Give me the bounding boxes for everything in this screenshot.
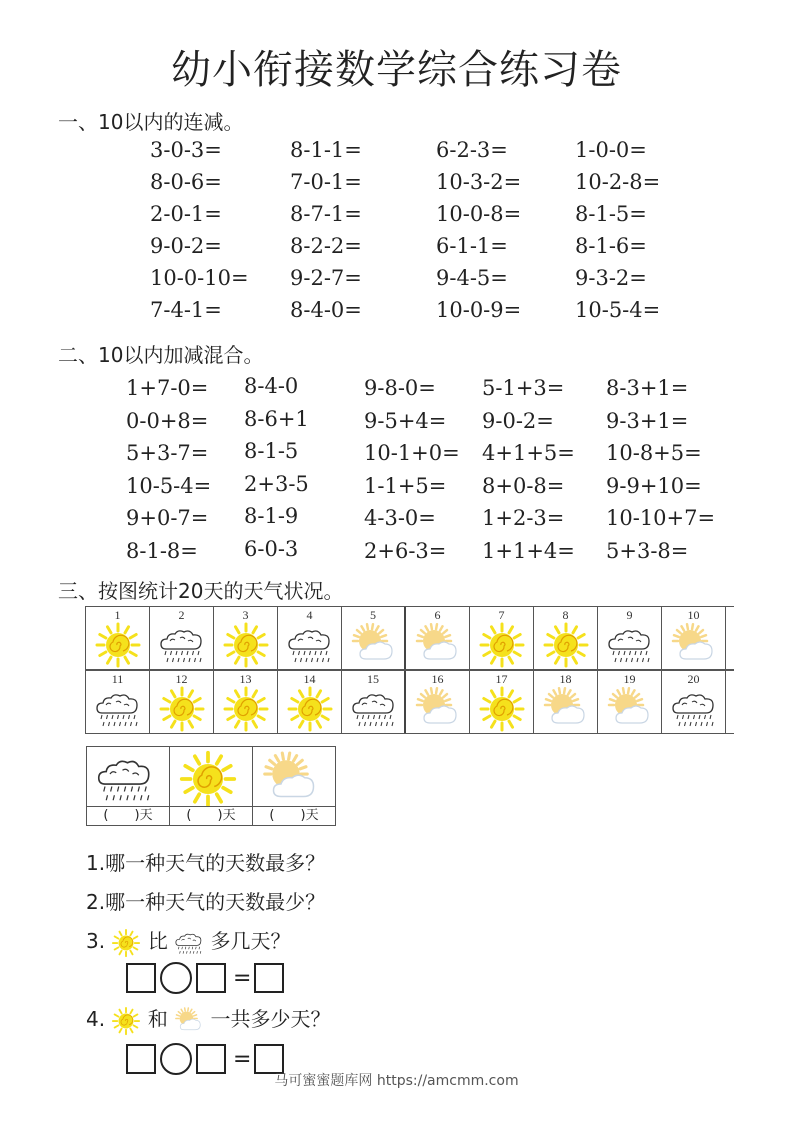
legend-cell <box>87 747 170 825</box>
mixed-problem: 9-5+4= <box>364 408 447 433</box>
mixed-problem: 1-1+5= <box>364 473 447 498</box>
subtraction-problem: 3-0-3= <box>150 138 222 162</box>
day-number: 6 <box>434 608 441 622</box>
weather-day-cell <box>470 671 534 733</box>
day-number: 7 <box>498 608 505 622</box>
weather-day-cell <box>86 671 150 733</box>
weather-day-cell <box>662 607 726 669</box>
weather-day-cell <box>214 671 278 733</box>
mixed-problem: 9-9+10= <box>606 473 702 498</box>
mixed-problem: 10-1+0= <box>364 441 460 465</box>
weather-day-cell <box>406 671 470 733</box>
section1-heading: 一、10以内的连减。 <box>58 110 244 134</box>
mixed-problem: 9+0-7= <box>126 506 209 530</box>
mixed-problem: 2+6-3= <box>364 538 447 563</box>
weather-day-cell <box>534 671 598 733</box>
day-number: 17 <box>495 672 508 686</box>
result-box[interactable] <box>254 963 284 993</box>
subtraction-problem: 7-4-1= <box>150 298 222 322</box>
legend-count-blank[interactable]: ( )天 <box>170 806 252 825</box>
weather-day-cell <box>150 607 214 669</box>
weather-day-cell <box>406 607 470 669</box>
subtraction-problem: 1-0-0= <box>575 138 647 162</box>
subtraction-problem: 9-0-2= <box>150 234 222 258</box>
mixed-problem: 5+3-7= <box>126 441 209 465</box>
weather-legend <box>86 746 336 826</box>
day-number: 14 <box>303 672 316 686</box>
subtraction-problem: 8-7-1= <box>290 202 362 226</box>
day-number: 15 <box>367 672 379 686</box>
question-4-number: 4. <box>86 1007 106 1031</box>
equals-sign: = <box>233 965 252 991</box>
mixed-problem: 2+3-5 <box>244 471 309 496</box>
day-number: 3 <box>242 608 249 622</box>
operator-circle[interactable] <box>160 962 192 994</box>
weather-grid-row-1 <box>85 606 734 670</box>
day-number: 9 <box>626 608 633 622</box>
mixed-problem: 5+3-8= <box>606 538 689 563</box>
weather-day-cell <box>278 607 342 669</box>
rain-cloud-icon <box>174 929 204 953</box>
weather-day-cell <box>534 607 598 669</box>
mixed-problem: 8-1-9 <box>244 504 299 528</box>
subtraction-problem: 10-0-10= <box>150 266 249 290</box>
subtraction-problem: 10-0-9= <box>436 298 522 322</box>
watermark: 马可蜜蜜题库网 https://amcmm.com <box>274 1073 519 1089</box>
day-number: 11 <box>111 672 124 686</box>
subtraction-problem: 8-0-6= <box>150 170 222 194</box>
question-4-text: 一共多少天？ <box>210 1007 331 1031</box>
equals-sign: = <box>233 1046 252 1072</box>
question-3 <box>86 925 291 958</box>
weather-day-cell <box>598 671 662 733</box>
mixed-problem: 6-0-3 <box>244 536 299 561</box>
subtraction-problem: 8-1-5= <box>575 202 647 226</box>
sun-icon <box>111 929 141 953</box>
weather-day-cell <box>214 607 278 669</box>
question-4-and: 和 <box>147 1007 168 1031</box>
legend-count-blank[interactable]: ( )天 <box>87 806 169 825</box>
day-number: 5 <box>370 608 376 622</box>
day-number: 2 <box>178 608 185 622</box>
day-number: 18 <box>559 672 572 686</box>
subtraction-problem: 9-2-7= <box>290 266 362 290</box>
day-number: 10 <box>687 608 700 622</box>
mixed-problem: 4-3-0= <box>364 506 436 530</box>
day-number: 4 <box>306 608 313 622</box>
weather-day-cell <box>150 671 214 733</box>
mixed-problem: 8-3+1= <box>606 376 689 400</box>
mixed-problem: 10-8+5= <box>606 441 702 465</box>
day-number: 16 <box>431 672 444 686</box>
weather-day-cell <box>278 671 342 733</box>
mixed-problem: 8-1-8= <box>126 538 198 563</box>
question-3-text: 多几天？ <box>210 929 291 953</box>
day-number: 8 <box>562 608 569 622</box>
mixed-problem: 5-1+3= <box>482 376 565 400</box>
subtraction-problem: 6-2-3= <box>436 138 508 162</box>
weather-day-cell <box>662 671 726 733</box>
weather-day-cell <box>342 671 406 733</box>
day-number: 13 <box>239 672 252 686</box>
day-number: 19 <box>623 672 636 686</box>
section2-heading: 二、10以内加减混合。 <box>58 343 264 367</box>
answer-box[interactable] <box>196 963 226 993</box>
subtraction-problem: 8-1-1= <box>290 138 362 162</box>
day-number: 1 <box>114 608 121 622</box>
subtraction-problem: 8-2-2= <box>290 234 362 258</box>
subtraction-problem: 7-0-1= <box>290 170 362 194</box>
mixed-problem: 1+2-3= <box>482 506 565 530</box>
question-2: 2.哪一种天气的天数最少？ <box>86 890 326 914</box>
question-1: 1.哪一种天气的天数最多？ <box>86 851 326 875</box>
subtraction-problem: 10-3-2= <box>436 170 522 194</box>
mixed-problem: 8-4-0 <box>244 374 299 398</box>
legend-count-blank[interactable]: ( )天 <box>253 806 335 825</box>
section3-heading: 三、按图统计20天的天气状况。 <box>58 579 344 603</box>
question-3-compare: 比 <box>147 929 168 953</box>
page-title: 幼小衔接数学综合练习卷 <box>171 47 622 93</box>
question-3-number: 3. <box>86 929 106 953</box>
sun-icon <box>111 1007 141 1031</box>
mixed-problem: 10-5-4= <box>126 473 212 498</box>
legend-cell <box>170 747 253 825</box>
mixed-problem: 0-0+8= <box>126 408 209 433</box>
subtraction-problem: 10-2-8= <box>575 170 661 194</box>
question-4 <box>86 1003 331 1036</box>
legend-cell <box>253 747 335 825</box>
mixed-problem: 9-3+1= <box>606 408 689 433</box>
subtraction-problem: 8-4-0= <box>290 298 362 322</box>
weather-day-cell <box>470 607 534 669</box>
subtraction-problem: 6-1-1= <box>436 234 508 258</box>
subtraction-problem: 2-0-1= <box>150 202 222 226</box>
day-number: 20 <box>687 672 700 686</box>
mixed-problem: 8+0-8= <box>482 473 565 498</box>
answer-box[interactable] <box>126 963 156 993</box>
subtraction-problem: 10-0-8= <box>436 202 522 226</box>
answer-boxes-3 <box>126 962 288 994</box>
mixed-problem: 1+1+4= <box>482 538 575 563</box>
weather-day-cell <box>598 607 662 669</box>
mixed-problem: 10-10+7= <box>606 506 716 530</box>
mixed-problem: 1+7-0= <box>126 376 209 400</box>
weather-day-cell <box>342 607 406 669</box>
weather-day-cell <box>86 607 150 669</box>
mixed-problem: 9-0-2= <box>482 408 554 433</box>
mixed-problem: 8-6+1 <box>244 406 309 431</box>
mixed-problem: 4+1+5= <box>482 441 575 465</box>
subtraction-problem: 8-1-6= <box>575 234 647 258</box>
day-number: 12 <box>175 672 188 686</box>
partly-cloudy-icon <box>174 1007 204 1031</box>
subtraction-problem: 9-4-5= <box>436 266 508 290</box>
weather-grid-row-2 <box>85 670 734 734</box>
mixed-problem: 8-1-5 <box>244 439 299 463</box>
subtraction-problem: 10-5-4= <box>575 298 661 322</box>
mixed-problem: 9-8-0= <box>364 376 436 400</box>
subtraction-problem: 9-3-2= <box>575 266 647 290</box>
